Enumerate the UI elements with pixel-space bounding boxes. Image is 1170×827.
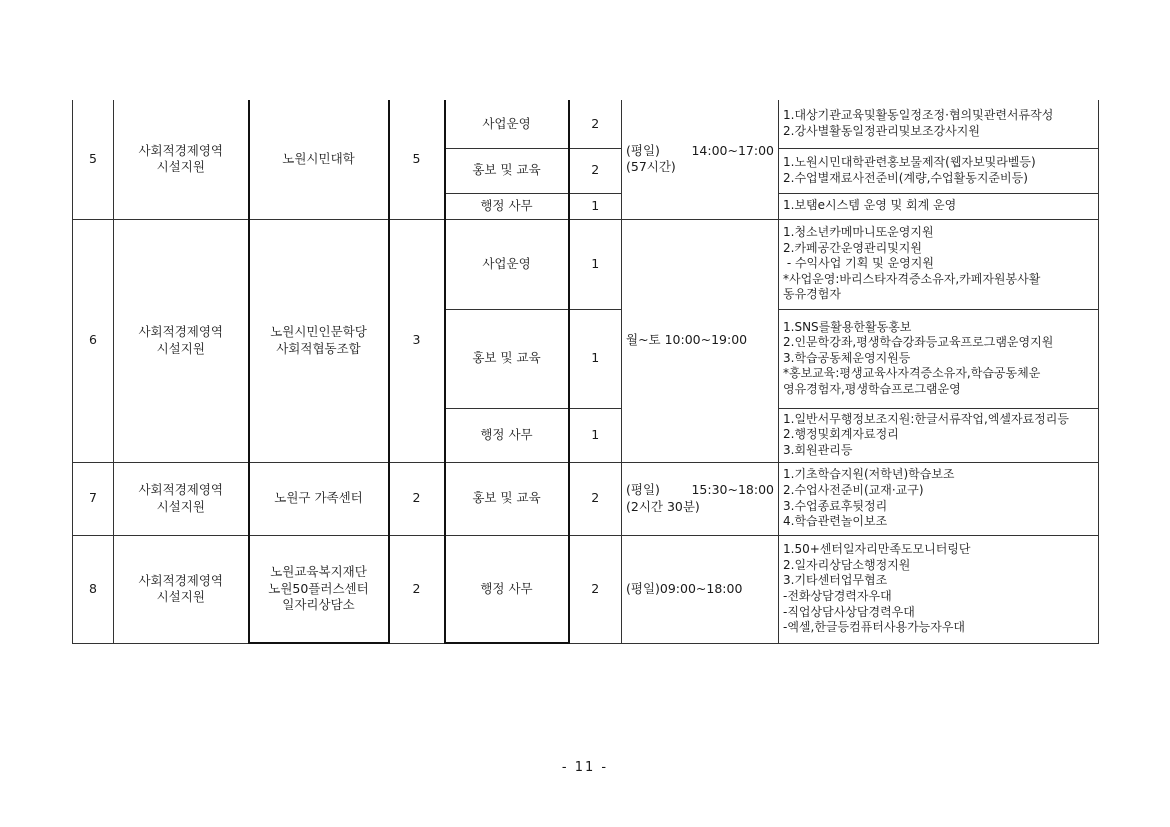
task-count: 2 [569,462,622,535]
total-count: 3 [389,219,445,462]
task-name: 행정 사무 [445,535,569,643]
row-number: 6 [73,219,114,462]
time-cell: (평일) 15:30~18:00 (2시간 30분) [622,462,779,535]
task-count: 2 [569,535,622,643]
row-number: 7 [73,462,114,535]
task-name: 홍보 및 교육 [445,462,569,535]
task-count: 1 [569,408,622,462]
task-count: 2 [569,148,622,193]
time-cell: (평일)09:00~18:00 [622,535,779,643]
area-cell: 사회적경제영역 시설지원 [114,100,249,219]
duties-cell: 1.기초학습지원(저학년)학습보조 2.수업사전준비(교재·교구) 3.수업종료후뒷정리 4.학습관련놀이보조 [779,462,1099,535]
org-cell: 노원교육복지재단 노원50플러스센터 일자리상담소 [249,535,389,643]
duties-cell: 1.대상기관교육및활동일정조정·협의및관련서류작성 2.강사별활동일정관리및보조강사지원 [779,100,1099,148]
time-cell: (평일) 14:00~17:00 (57시간) [622,100,779,219]
total-count: 2 [389,535,445,643]
task-name: 사업운영 [445,219,569,309]
org-cell: 노원구 가족센터 [249,462,389,535]
area-cell: 사회적경제영역 시설지원 [114,535,249,643]
duties-cell: 1.일반서무행정보조지원:한글서류작업,엑셀자료정리등 2.행정및회계자료정리 3.회원관리등 [779,408,1099,462]
area-cell: 사회적경제영역 시설지원 [114,219,249,462]
table-row [73,462,1099,535]
page-number: - 11 - [561,760,609,775]
row-number: 5 [73,100,114,219]
task-count: 1 [569,193,622,219]
total-count: 5 [389,100,445,219]
total-count: 2 [389,462,445,535]
table-row [73,219,1099,309]
task-name: 행정 사무 [445,408,569,462]
task-name: 사업운영 [445,100,569,148]
task-count: 2 [569,100,622,148]
task-name: 홍보 및 교육 [445,148,569,193]
task-name: 행정 사무 [445,193,569,219]
duties-cell: 1.보탬e시스템 운영 및 회계 운영 [779,193,1099,219]
duties-cell: 1.청소년카메마니또운영지원 2.카페공간운영관리및지원 - 수익사업 기획 및 운영지원 *사업운영:바리스타자격증소유자,카페자원봉사활 동유경험자 [779,219,1099,309]
task-count: 1 [569,219,622,309]
task-count: 1 [569,309,622,408]
duties-cell: 1.노원시민대학관련홍보물제작(웹자보및라벨등) 2.수업별재료사전준비(계량,수업활동지준비등) [779,148,1099,193]
table-row [73,100,1099,148]
duties-cell: 1.50+센터일자리만족도모니터링단 2.일자리상담소행정지원 3.기타센터업무협조 -전화상담경력자우대 -직업상담사상담경력우대 -엑셀,한글등컴퓨터사용가능자우대 [779,535,1099,643]
org-cell: 노원시민대학 [249,100,389,219]
time-cell: 월~토 10:00~19:00 [622,219,779,462]
schedule-table [72,100,1099,644]
duties-cell: 1.SNS를활용한활동홍보 2.인문학강좌,평생학습강좌등교육프로그램운영지원 3.학습공동체운영지원등 *홍보교육:평생교육사자격증소유자,학습공동체운 영유경험자,평생학습프로그램운영 [779,309,1099,408]
table-row [73,535,1099,643]
task-name: 홍보 및 교육 [445,309,569,408]
row-number: 8 [73,535,114,643]
org-cell: 노원시민인문학당 사회적협동조합 [249,219,389,462]
area-cell: 사회적경제영역 시설지원 [114,462,249,535]
